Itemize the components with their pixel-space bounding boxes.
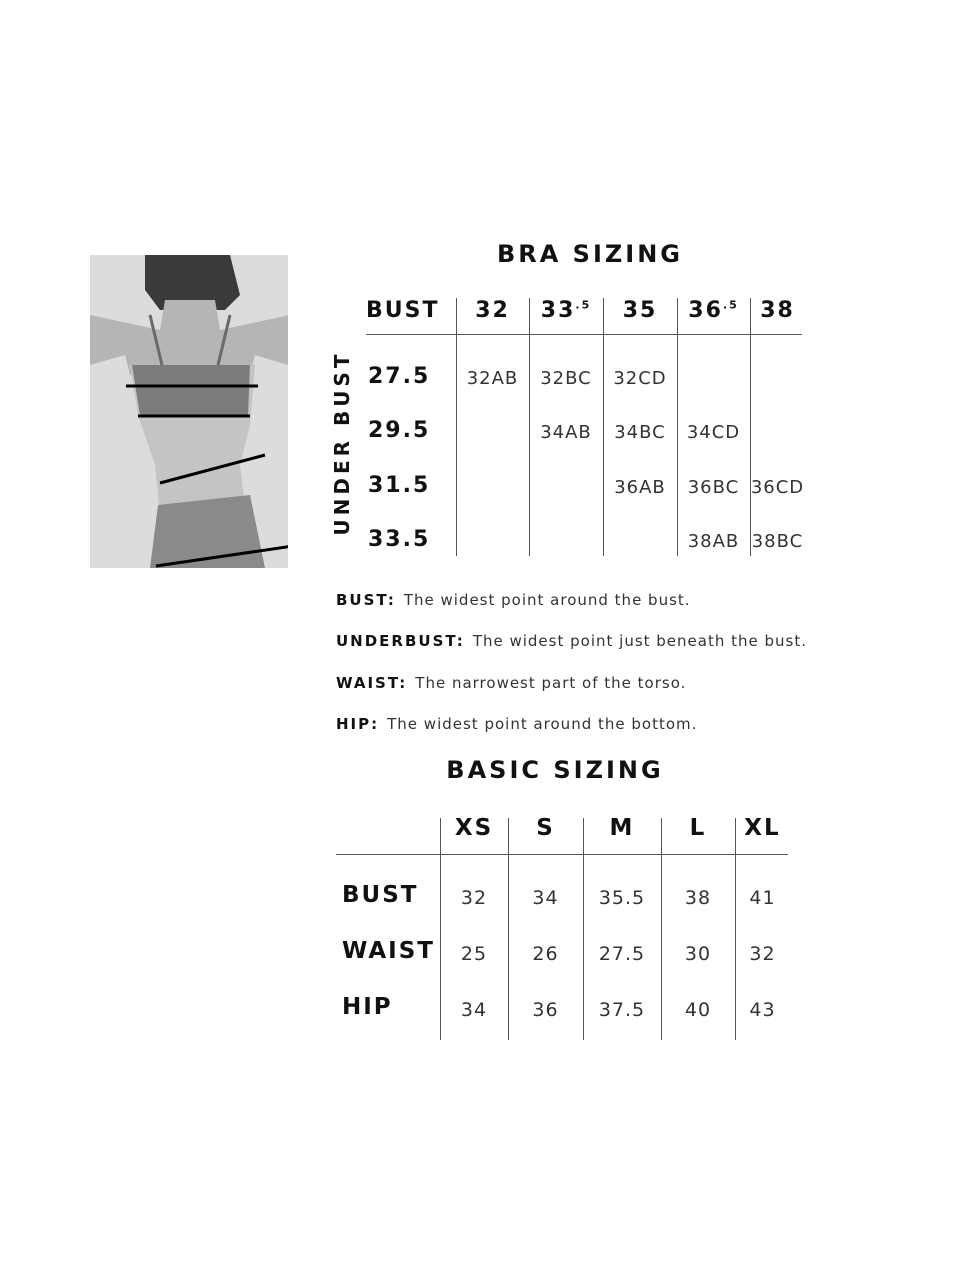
bra-column-header (603, 298, 677, 323)
bra-size-cell: 38AB (687, 531, 740, 552)
basic-size-cell: 35.5 (598, 887, 646, 909)
bra-size-cell: 32CD (613, 368, 667, 389)
bra-size-cell: 34AB (540, 422, 592, 443)
basic-size-cell: 32 (460, 887, 488, 909)
basic-row-label: WAIST (342, 938, 435, 964)
basic-size-cell: 37.5 (598, 999, 646, 1021)
model-photo (90, 255, 288, 568)
basic-row-label: HIP (342, 994, 393, 1020)
basic-column-header: M (609, 815, 635, 841)
definition-term: UNDERBUST: (336, 632, 465, 650)
model-photo-illustration (90, 255, 288, 568)
basic-column-header: S (536, 815, 555, 841)
bra-column-value: 32 (475, 298, 510, 323)
basic-size-cell: 32 (749, 943, 776, 965)
basic-size-cell: 40 (684, 999, 712, 1021)
under-bust-label: UNDER BUST (330, 349, 354, 536)
definition-text: The widest point around the bust. (403, 591, 691, 609)
bra-size-cell: 36AB (614, 477, 666, 498)
basic-column-header: L (689, 815, 707, 841)
basic-header-rule (336, 854, 788, 855)
bra-size-cell: 34CD (686, 422, 741, 443)
bra-size-cell: 32AB (466, 368, 519, 389)
definition-text: The widest point just beneath the bust. (472, 632, 808, 650)
definition-term: BUST: (336, 591, 396, 609)
basic-size-cell: 36 (532, 999, 559, 1021)
basic-size-cell: 34 (532, 887, 559, 909)
bra-column-fraction: .5 (722, 298, 739, 312)
definition-term: HIP: (336, 715, 380, 733)
basic-size-cell: 30 (684, 943, 712, 965)
basic-size-cell: 25 (460, 943, 488, 965)
bra-size-cell: 36BC (687, 477, 740, 498)
bra-size-cell: 38BC (751, 531, 804, 552)
basic-size-cell: 43 (749, 999, 776, 1021)
bra-column-value: 33 (540, 298, 576, 323)
bra-column-header (529, 298, 603, 323)
bra-column-divider (456, 298, 457, 556)
basic-column-header: XS (454, 815, 494, 841)
basic-size-cell: 41 (749, 887, 776, 909)
definition-row (336, 715, 697, 733)
bra-column-header (750, 298, 805, 323)
bra-column-value: 38 (760, 298, 795, 323)
bra-sizing-title: BRA SIZING (496, 240, 684, 268)
basic-column-header: XL (744, 815, 781, 841)
under-bust-value: 33.5 (368, 527, 431, 552)
under-bust-value: 27.5 (368, 364, 431, 389)
bra-column-header (456, 298, 529, 323)
under-bust-value: 31.5 (368, 473, 431, 498)
under-bust-value: 29.5 (368, 418, 431, 443)
definition-text: The widest point around the bottom. (387, 715, 698, 733)
bra-column-value: 35 (622, 298, 658, 323)
definition-row (336, 591, 691, 609)
bra-size-cell: 34BC (614, 422, 666, 443)
bra-corner-label: BUST (366, 298, 440, 323)
bra-size-cell: 32BC (540, 368, 592, 389)
bra-header-rule (366, 334, 802, 335)
basic-row-label: BUST (342, 882, 419, 908)
basic-size-cell: 38 (684, 887, 712, 909)
definition-text: The narrowest part of the torso. (415, 674, 687, 692)
definition-row (336, 674, 686, 692)
definition-term: WAIST: (336, 674, 408, 692)
basic-size-cell: 27.5 (598, 943, 646, 965)
bra-column-value: 36 (688, 298, 723, 323)
basic-size-cell: 26 (532, 943, 559, 965)
bra-column-fraction: .5 (575, 298, 592, 312)
bra-column-header (677, 298, 750, 323)
definition-row (336, 632, 807, 650)
basic-sizing-title: BASIC SIZING (446, 756, 664, 784)
bra-size-cell: 36CD (750, 477, 805, 498)
bra-column-divider (750, 298, 751, 556)
basic-size-cell: 34 (460, 999, 488, 1021)
